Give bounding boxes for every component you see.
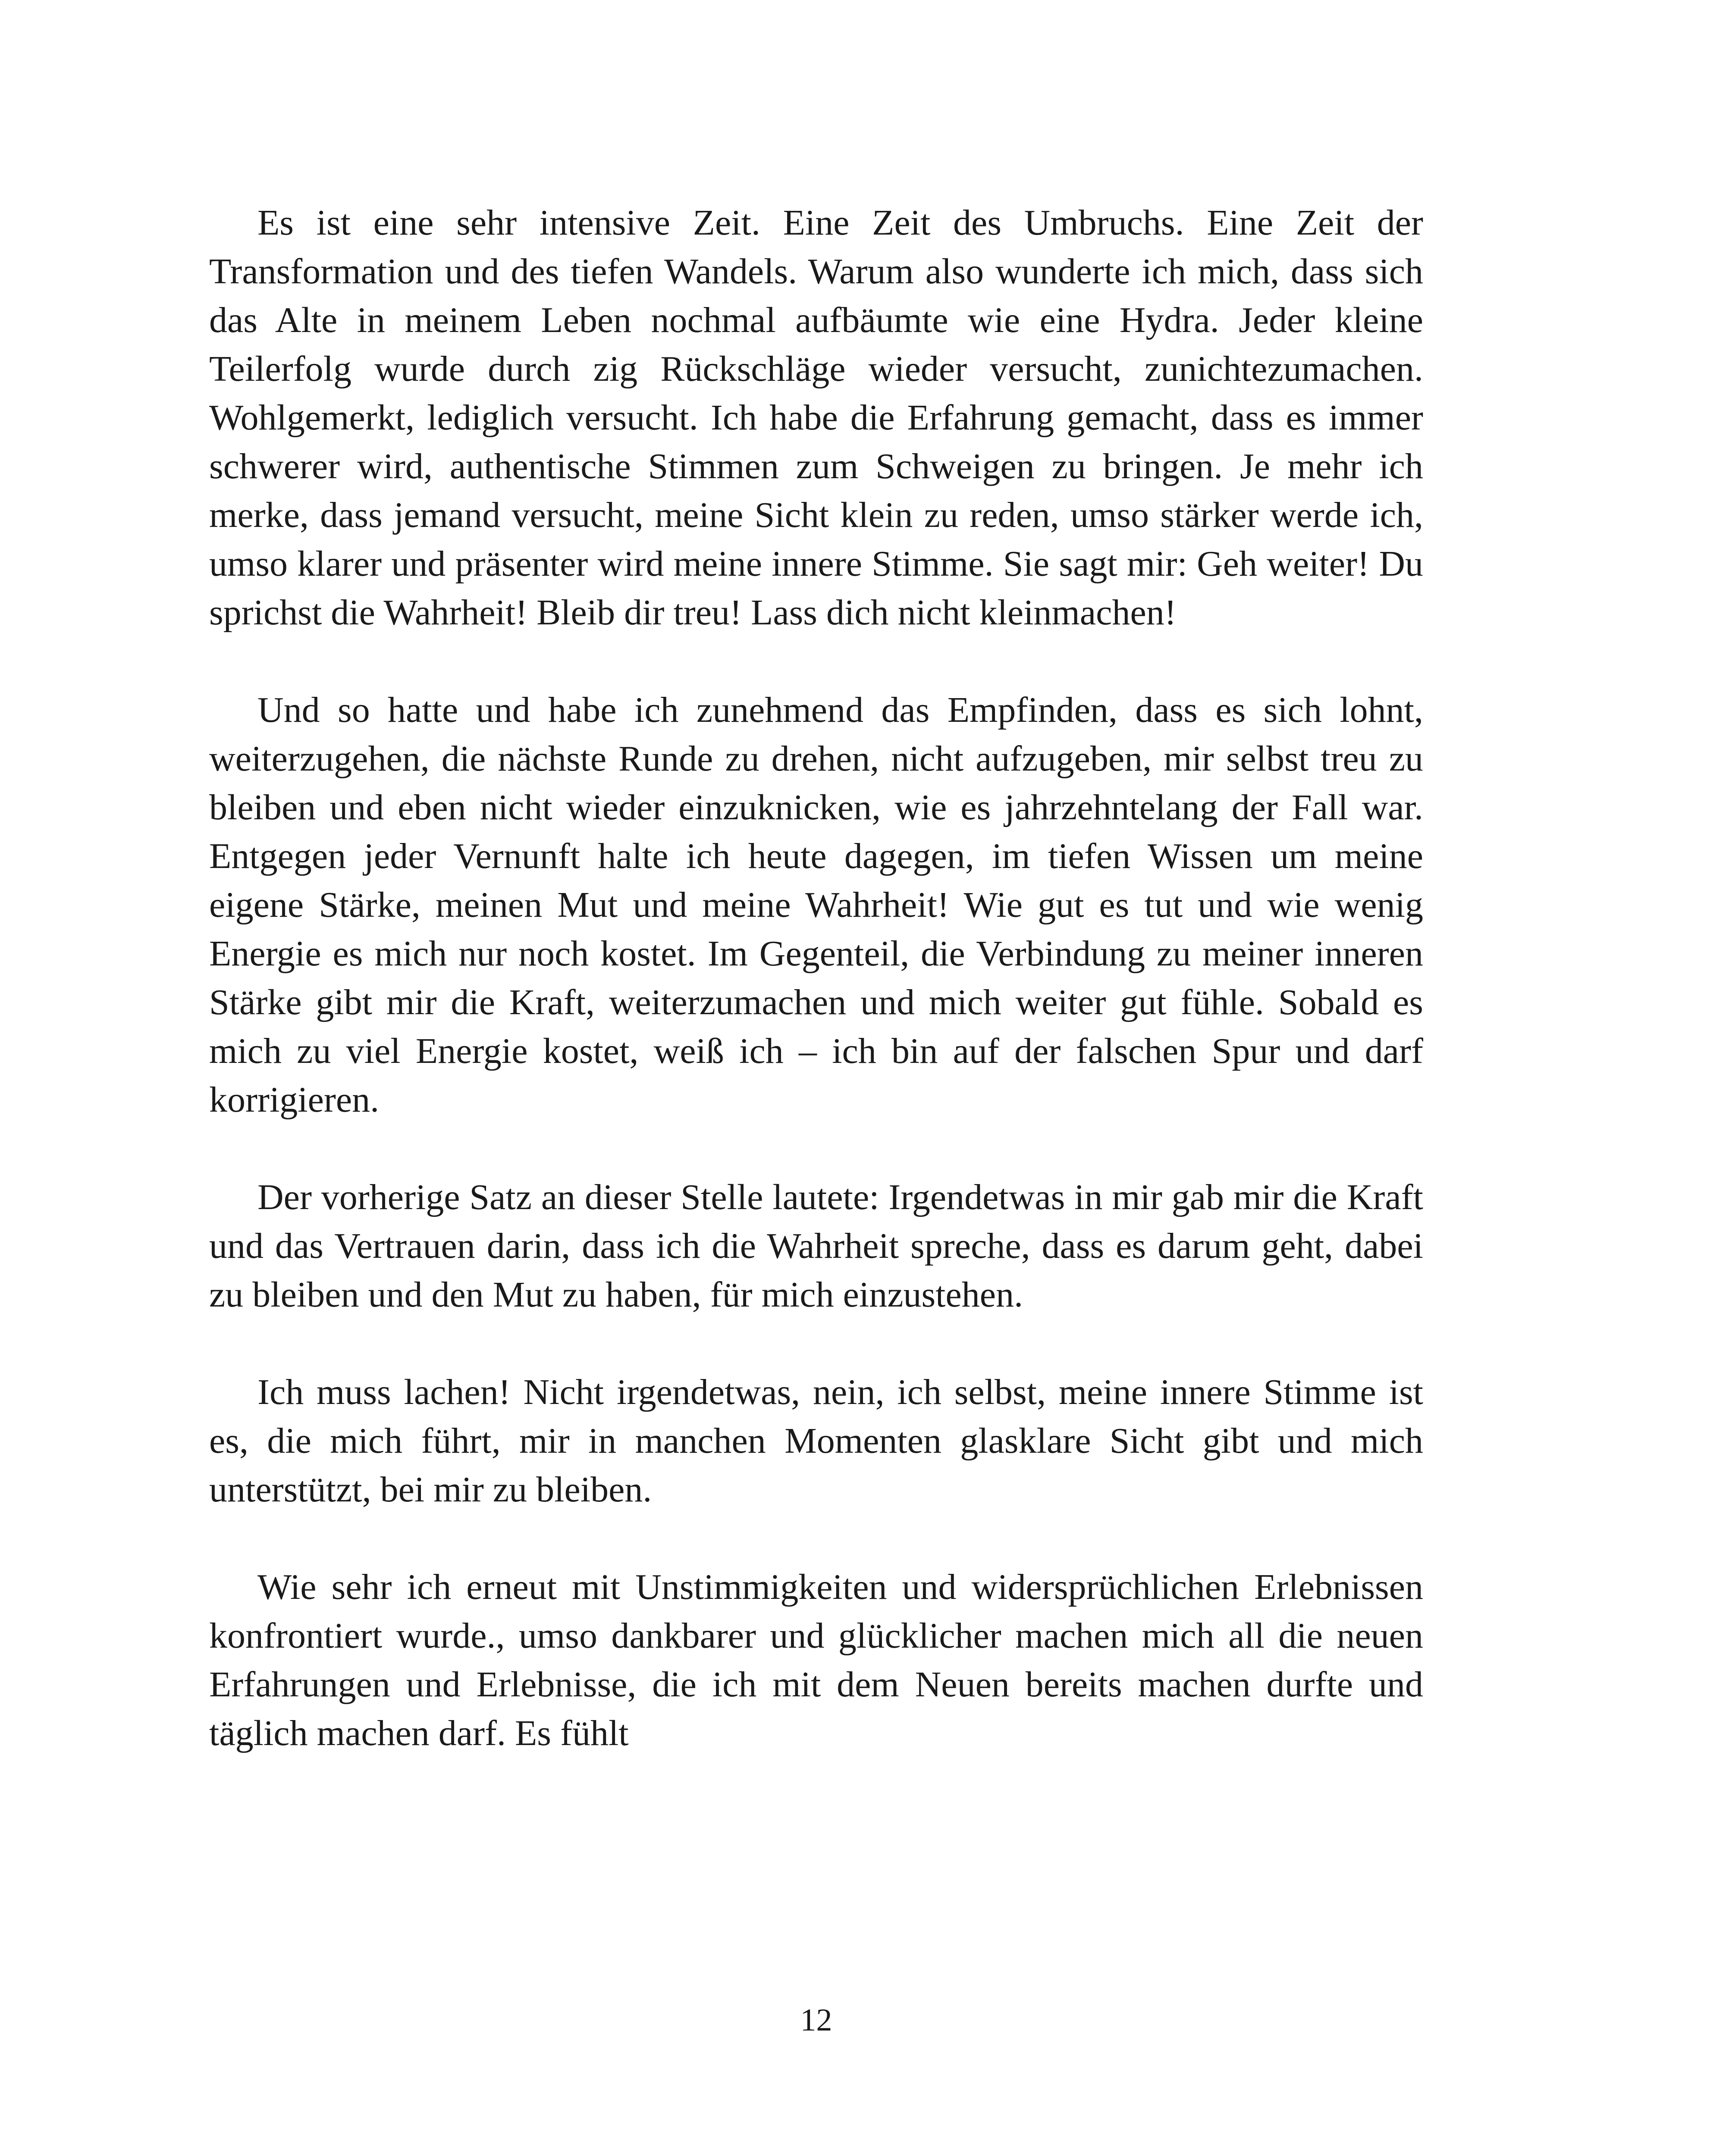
paragraph-1: Es ist eine sehr intensive Zeit. Eine Zeit des Umbruchs. Eine Zeit der Transformation und des tiefen Wandels. Warum also wunderte ich mich, dass sich das Alte in meinem Leben nochmal aufbäumte wie eine Hydra. Jeder kleine Teilerfolg wurde durch zig Rückschläge wieder versucht, zunichtezumachen. Wohlgemerkt, lediglich versucht. Ich habe die Erfahrung gemacht, dass es immer schwerer wird, authentische Stimmen zum Schweigen zu bringen. Je mehr ich merke, dass jemand versucht, meine Sicht klein zu reden, umso stärker werde ich, umso klarer und präsenter wird meine innere Stimme. Sie sagt mir: Geh weiter! Du sprichst die Wahrheit! Bleib dir treu! Lass dich nicht kleinmachen! [209, 203, 1423, 633]
paragraph-4: Ich muss lachen! Nicht irgendetwas, nein, ich selbst, meine innere Stimme ist es, die mich führt, mir in manchen Momenten glasklare Sicht gibt und mich unterstützt, bei mir zu bleiben. [209, 1372, 1423, 1510]
body-text [209, 198, 1423, 1758]
paragraph-2: Und so hatte und habe ich zunehmend das Empfinden, dass es sich lohnt, weiterzugehen, die nächste Runde zu drehen, nicht aufzugeben, mir selbst treu zu bleiben und eben nicht wieder einzuknicken, wie es jahrzehntelang der Fall war. Entgegen jeder Vernunft halte ich heute dagegen, im tiefen Wissen um meine eigene Stärke, meinen Mut und meine Wahrheit! Wie gut es tut und wie wenig Energie es mich nur noch kostet. Im Gegenteil, die Verbindung zu meiner inneren Stärke gibt mir die Kraft, weiterzumachen und mich weiter gut fühle. Sobald es mich zu viel Energie kostet, weiß ich – ich bin auf der falschen Spur und darf korrigieren. [209, 690, 1423, 1120]
paragraph-3: Der vorherige Satz an dieser Stelle lautete: Irgendetwas in mir gab mir die Kraft und das Vertrauen darin, dass ich die Wahrheit spreche, dass es darum geht, dabei zu bleiben und den Mut zu haben, für mich einzustehen. [209, 1177, 1423, 1315]
paragraph-5: Wie sehr ich erneut mit Unstimmigkeiten und widersprüchlichen Erlebnissen konfrontiert wurde., umso dankbarer und glücklicher machen mich all die neuen Erfahrungen und Erlebnisse, die ich mit dem Neuen bereits machen durfte und täglich machen darf. Es fühlt [209, 1567, 1423, 1753]
page-number: 12 [800, 2002, 832, 2038]
